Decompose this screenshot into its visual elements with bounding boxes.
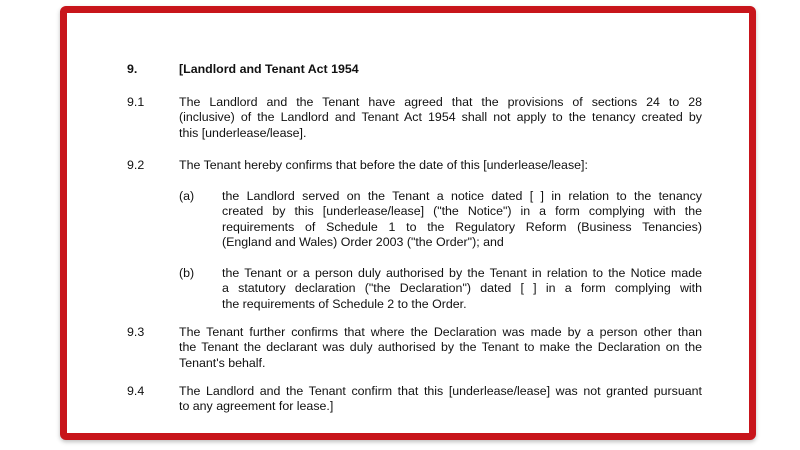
subclause-line: a statutory declaration ("the Declaration") dated [ ] in a form complying with	[222, 281, 702, 296]
clause-number: 9.4	[127, 384, 145, 398]
clause-line: The Landlord and the Tenant have agreed that the provisions of sections 24 to 28	[179, 95, 702, 109]
subclause-line: the requirements of Schedule 2 to the Order.	[222, 296, 467, 311]
clause-text	[179, 325, 702, 371]
subclause-line: the Landlord served on the Tenant a notice dated [ ] in relation to the tenancy	[222, 189, 702, 203]
document-frame	[60, 6, 756, 440]
subclause-label: (b)	[179, 266, 195, 280]
heading-number: 9.	[127, 62, 138, 76]
clause-text	[179, 384, 702, 415]
clause-text	[179, 158, 702, 173]
clause-line: The Tenant hereby confirms that before the date of this [underlease/lease]:	[179, 158, 588, 172]
subclause-label: (a)	[179, 189, 195, 203]
clause-line: (inclusive) of the Landlord and Tenant Act 1954 shall not apply to the tenancy created by	[179, 110, 702, 125]
clause-number: 9.1	[127, 95, 145, 109]
clause-line: the Tenant the declarant was duly authorised by the Tenant to make the Declaration on the	[179, 340, 702, 355]
document-page	[67, 13, 749, 433]
clause-number: 9.3	[127, 325, 145, 339]
subclause-line: requirements of Schedule 1 to the Regulatory Reform (Business Tenancies)	[222, 219, 702, 234]
clause-line: Tenant's behalf.	[179, 355, 266, 370]
clause-text	[179, 95, 702, 141]
subclause-text	[222, 189, 702, 251]
clause-line: to any agreement for lease.]	[179, 399, 334, 414]
subclause-line: (England and Wales) Order 2003 ("the Order"); and	[222, 235, 504, 250]
subclause-text	[222, 266, 702, 312]
subclause-line: created by this [underlease/lease] ("the Notice") in a form complying with the	[222, 204, 702, 219]
clause-line: this [underlease/lease].	[179, 125, 307, 140]
clause-number: 9.2	[127, 158, 145, 172]
clause-line: The Tenant further confirms that where the Declaration was made by a person other than	[179, 325, 702, 339]
heading-title: [Landlord and Tenant Act 1954	[179, 62, 359, 76]
clause-line: The Landlord and the Tenant confirm that this [underlease/lease] was not granted pursuant	[179, 384, 702, 398]
subclause-line: the Tenant or a person duly authorised by the Tenant in relation to the Notice made	[222, 266, 702, 280]
